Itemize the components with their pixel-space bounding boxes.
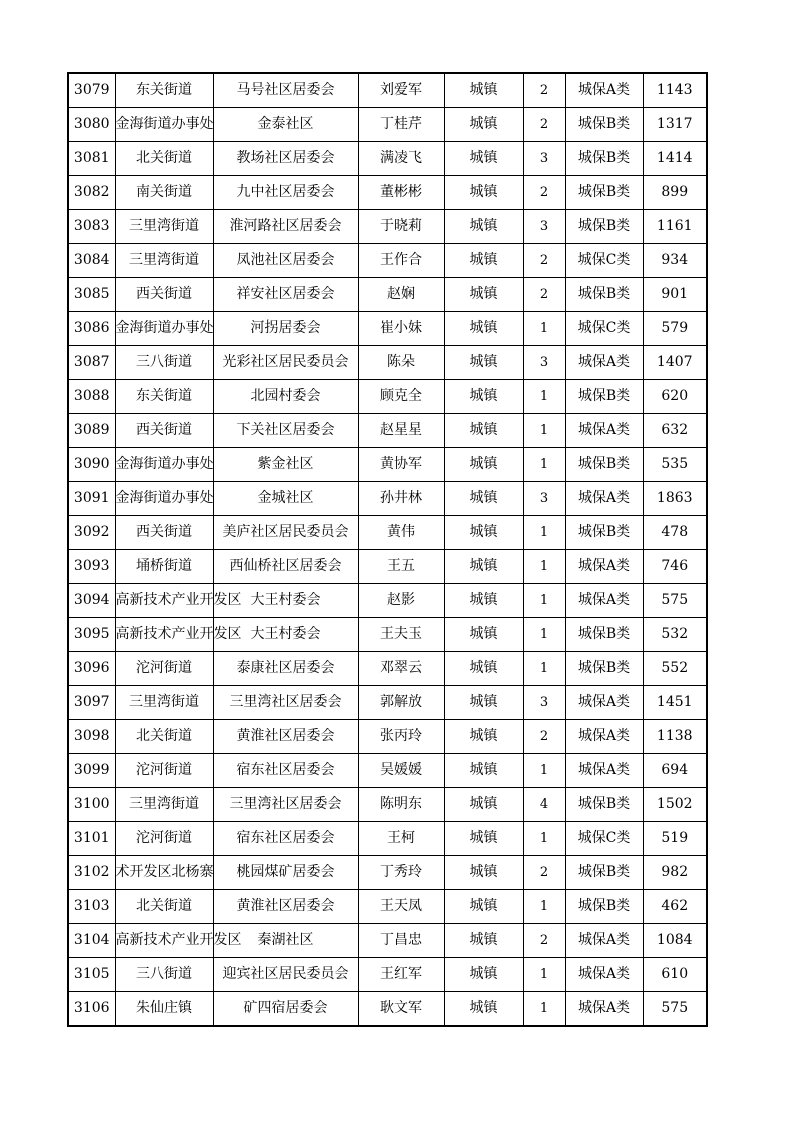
community-cell: 九中社区居委会 (213, 176, 358, 210)
household-type-cell: 城镇 (444, 754, 523, 788)
table-row (68, 856, 707, 890)
amount-cell: 1451 (643, 686, 707, 720)
street-cell: 西关街道 (115, 516, 213, 550)
community-cell: 西仙桥社区居委会 (213, 550, 358, 584)
household-type-cell: 城镇 (444, 414, 523, 448)
person-name-cell: 王五 (358, 550, 444, 584)
community-cell: 秦湖社区 (213, 924, 358, 958)
member-count-cell: 2 (523, 856, 565, 890)
community-cell: 光彩社区居民委员会 (213, 346, 358, 380)
street-cell: 术开发区北杨寨 (115, 856, 213, 890)
table-row (68, 482, 707, 516)
category-cell: 城保A类 (565, 550, 643, 584)
household-type-cell: 城镇 (444, 890, 523, 924)
record-number-cell: 3097 (68, 686, 115, 720)
category-cell: 城保A类 (565, 414, 643, 448)
record-number-cell: 3098 (68, 720, 115, 754)
record-number-cell: 3094 (68, 584, 115, 618)
table-row (68, 788, 707, 822)
amount-cell: 462 (643, 890, 707, 924)
street-cell: 西关街道 (115, 414, 213, 448)
person-name-cell: 邓翠云 (358, 652, 444, 686)
record-number-cell: 3102 (68, 856, 115, 890)
amount-cell: 694 (643, 754, 707, 788)
member-count-cell: 1 (523, 890, 565, 924)
member-count-cell: 1 (523, 822, 565, 856)
member-count-cell: 3 (523, 686, 565, 720)
record-number-cell: 3085 (68, 278, 115, 312)
table-row (68, 584, 707, 618)
record-number-cell: 3104 (68, 924, 115, 958)
table-row (68, 108, 707, 142)
table-row (68, 244, 707, 278)
household-type-cell: 城镇 (444, 244, 523, 278)
amount-cell: 1317 (643, 108, 707, 142)
member-count-cell: 1 (523, 312, 565, 346)
category-cell: 城保A类 (565, 720, 643, 754)
amount-cell: 901 (643, 278, 707, 312)
category-cell: 城保B类 (565, 618, 643, 652)
amount-cell: 1161 (643, 210, 707, 244)
amount-cell: 519 (643, 822, 707, 856)
category-cell: 城保B类 (565, 516, 643, 550)
category-cell: 城保B类 (565, 176, 643, 210)
amount-cell: 575 (643, 992, 707, 1027)
community-cell: 淮河路社区居委会 (213, 210, 358, 244)
person-name-cell: 于晓莉 (358, 210, 444, 244)
community-cell: 黄淮社区居委会 (213, 890, 358, 924)
category-cell: 城保B类 (565, 890, 643, 924)
amount-cell: 1502 (643, 788, 707, 822)
table-row (68, 822, 707, 856)
member-count-cell: 2 (523, 278, 565, 312)
roster-table (67, 72, 708, 1027)
table-row (68, 312, 707, 346)
person-name-cell: 丁桂芹 (358, 108, 444, 142)
person-name-cell: 王夫玉 (358, 618, 444, 652)
person-name-cell: 赵影 (358, 584, 444, 618)
member-count-cell: 1 (523, 516, 565, 550)
street-cell: 三里湾街道 (115, 210, 213, 244)
household-type-cell: 城镇 (444, 448, 523, 482)
member-count-cell: 1 (523, 550, 565, 584)
member-count-cell: 3 (523, 482, 565, 516)
community-cell: 黄淮社区居委会 (213, 720, 358, 754)
category-cell: 城保B类 (565, 142, 643, 176)
street-cell: 三里湾街道 (115, 686, 213, 720)
member-count-cell: 1 (523, 380, 565, 414)
table-row (68, 686, 707, 720)
household-type-cell: 城镇 (444, 482, 523, 516)
record-number-cell: 3089 (68, 414, 115, 448)
amount-cell: 934 (643, 244, 707, 278)
table-row (68, 550, 707, 584)
category-cell: 城保A类 (565, 924, 643, 958)
person-name-cell: 满凌飞 (358, 142, 444, 176)
member-count-cell: 3 (523, 142, 565, 176)
household-type-cell: 城镇 (444, 720, 523, 754)
person-name-cell: 陈明东 (358, 788, 444, 822)
street-cell: 埇桥街道 (115, 550, 213, 584)
member-count-cell: 2 (523, 720, 565, 754)
member-count-cell: 2 (523, 244, 565, 278)
household-type-cell: 城镇 (444, 958, 523, 992)
person-name-cell: 王作合 (358, 244, 444, 278)
street-cell: 北关街道 (115, 142, 213, 176)
community-cell: 三里湾社区居委会 (213, 788, 358, 822)
member-count-cell: 1 (523, 992, 565, 1027)
amount-cell: 478 (643, 516, 707, 550)
table-row (68, 448, 707, 482)
table-row (68, 720, 707, 754)
community-cell: 金城社区 (213, 482, 358, 516)
amount-cell: 632 (643, 414, 707, 448)
person-name-cell: 张丙玲 (358, 720, 444, 754)
household-type-cell: 城镇 (444, 278, 523, 312)
amount-cell: 1084 (643, 924, 707, 958)
household-type-cell: 城镇 (444, 73, 523, 108)
community-cell: 下关社区居委会 (213, 414, 358, 448)
household-type-cell: 城镇 (444, 788, 523, 822)
community-cell: 宿东社区居委会 (213, 754, 358, 788)
member-count-cell: 2 (523, 924, 565, 958)
amount-cell: 579 (643, 312, 707, 346)
community-cell: 矿四宿居委会 (213, 992, 358, 1027)
record-number-cell: 3087 (68, 346, 115, 380)
table-row (68, 73, 707, 108)
category-cell: 城保B类 (565, 448, 643, 482)
record-number-cell: 3096 (68, 652, 115, 686)
category-cell: 城保A类 (565, 346, 643, 380)
table-row (68, 924, 707, 958)
amount-cell: 1863 (643, 482, 707, 516)
person-name-cell: 黄伟 (358, 516, 444, 550)
member-count-cell: 1 (523, 584, 565, 618)
community-cell: 大王村委会 (213, 618, 358, 652)
member-count-cell: 1 (523, 448, 565, 482)
person-name-cell: 丁昌忠 (358, 924, 444, 958)
category-cell: 城保C类 (565, 312, 643, 346)
household-type-cell: 城镇 (444, 584, 523, 618)
street-cell: 金海街道办事处 (115, 312, 213, 346)
community-cell: 祥安社区居委会 (213, 278, 358, 312)
household-type-cell: 城镇 (444, 618, 523, 652)
category-cell: 城保A类 (565, 686, 643, 720)
household-type-cell: 城镇 (444, 822, 523, 856)
record-number-cell: 3101 (68, 822, 115, 856)
record-number-cell: 3092 (68, 516, 115, 550)
table-row (68, 618, 707, 652)
table-row (68, 754, 707, 788)
community-cell: 迎宾社区居民委员会 (213, 958, 358, 992)
category-cell: 城保A类 (565, 992, 643, 1027)
household-type-cell: 城镇 (444, 856, 523, 890)
person-name-cell: 刘爱军 (358, 73, 444, 108)
street-cell: 沱河街道 (115, 822, 213, 856)
street-cell: 沱河街道 (115, 652, 213, 686)
category-cell: 城保A类 (565, 958, 643, 992)
person-name-cell: 耿文军 (358, 992, 444, 1027)
amount-cell: 620 (643, 380, 707, 414)
street-cell: 高新技术产业开发区 (115, 618, 213, 652)
category-cell: 城保A类 (565, 482, 643, 516)
category-cell: 城保A类 (565, 584, 643, 618)
record-number-cell: 3100 (68, 788, 115, 822)
record-number-cell: 3090 (68, 448, 115, 482)
table-row (68, 992, 707, 1027)
record-number-cell: 3088 (68, 380, 115, 414)
amount-cell: 899 (643, 176, 707, 210)
record-number-cell: 3082 (68, 176, 115, 210)
street-cell: 西关街道 (115, 278, 213, 312)
street-cell: 东关街道 (115, 380, 213, 414)
community-cell: 河拐居委会 (213, 312, 358, 346)
community-cell: 泰康社区居委会 (213, 652, 358, 686)
community-cell: 凤池社区居委会 (213, 244, 358, 278)
amount-cell: 575 (643, 584, 707, 618)
category-cell: 城保B类 (565, 788, 643, 822)
street-cell: 高新技术产业开发区 (115, 924, 213, 958)
household-type-cell: 城镇 (444, 176, 523, 210)
community-cell: 马号社区居委会 (213, 73, 358, 108)
street-cell: 三八街道 (115, 346, 213, 380)
table-row (68, 958, 707, 992)
street-cell: 沱河街道 (115, 754, 213, 788)
record-number-cell: 3079 (68, 73, 115, 108)
record-number-cell: 3091 (68, 482, 115, 516)
record-number-cell: 3080 (68, 108, 115, 142)
table-row (68, 210, 707, 244)
record-number-cell: 3083 (68, 210, 115, 244)
community-cell: 北园村委会 (213, 380, 358, 414)
category-cell: 城保B类 (565, 210, 643, 244)
amount-cell: 610 (643, 958, 707, 992)
street-cell: 北关街道 (115, 890, 213, 924)
person-name-cell: 王红军 (358, 958, 444, 992)
street-cell: 南关街道 (115, 176, 213, 210)
community-cell: 紫金社区 (213, 448, 358, 482)
amount-cell: 746 (643, 550, 707, 584)
household-type-cell: 城镇 (444, 312, 523, 346)
person-name-cell: 王柯 (358, 822, 444, 856)
community-cell: 三里湾社区居委会 (213, 686, 358, 720)
household-type-cell: 城镇 (444, 210, 523, 244)
street-cell: 高新技术产业开发区 (115, 584, 213, 618)
record-number-cell: 3086 (68, 312, 115, 346)
category-cell: 城保B类 (565, 278, 643, 312)
amount-cell: 1414 (643, 142, 707, 176)
member-count-cell: 3 (523, 210, 565, 244)
member-count-cell: 1 (523, 414, 565, 448)
category-cell: 城保B类 (565, 856, 643, 890)
record-number-cell: 3084 (68, 244, 115, 278)
record-number-cell: 3106 (68, 992, 115, 1027)
member-count-cell: 2 (523, 176, 565, 210)
member-count-cell: 2 (523, 108, 565, 142)
member-count-cell: 1 (523, 958, 565, 992)
street-cell: 金海街道办事处 (115, 448, 213, 482)
person-name-cell: 董彬彬 (358, 176, 444, 210)
person-name-cell: 赵娴 (358, 278, 444, 312)
table-row (68, 516, 707, 550)
person-name-cell: 郭解放 (358, 686, 444, 720)
category-cell: 城保B类 (565, 108, 643, 142)
table-row (68, 380, 707, 414)
member-count-cell: 1 (523, 754, 565, 788)
table-row (68, 890, 707, 924)
community-cell: 桃园煤矿居委会 (213, 856, 358, 890)
amount-cell: 552 (643, 652, 707, 686)
person-name-cell: 崔小妹 (358, 312, 444, 346)
community-cell: 美庐社区居民委员会 (213, 516, 358, 550)
amount-cell: 1143 (643, 73, 707, 108)
street-cell: 三里湾街道 (115, 244, 213, 278)
record-number-cell: 3081 (68, 142, 115, 176)
household-type-cell: 城镇 (444, 992, 523, 1027)
person-name-cell: 陈朵 (358, 346, 444, 380)
household-type-cell: 城镇 (444, 346, 523, 380)
community-cell: 宿东社区居委会 (213, 822, 358, 856)
person-name-cell: 王天凤 (358, 890, 444, 924)
street-cell: 三八街道 (115, 958, 213, 992)
member-count-cell: 1 (523, 618, 565, 652)
community-cell: 大王村委会 (213, 584, 358, 618)
record-number-cell: 3095 (68, 618, 115, 652)
table-row (68, 278, 707, 312)
category-cell: 城保B类 (565, 380, 643, 414)
record-number-cell: 3105 (68, 958, 115, 992)
street-cell: 三里湾街道 (115, 788, 213, 822)
amount-cell: 535 (643, 448, 707, 482)
category-cell: 城保C类 (565, 244, 643, 278)
person-name-cell: 顾克全 (358, 380, 444, 414)
street-cell: 东关街道 (115, 73, 213, 108)
household-type-cell: 城镇 (444, 108, 523, 142)
street-cell: 北关街道 (115, 720, 213, 754)
table-row (68, 652, 707, 686)
table-row (68, 176, 707, 210)
street-cell: 金海街道办事处 (115, 482, 213, 516)
member-count-cell: 3 (523, 346, 565, 380)
person-name-cell: 丁秀玲 (358, 856, 444, 890)
person-name-cell: 孙井林 (358, 482, 444, 516)
household-type-cell: 城镇 (444, 142, 523, 176)
household-type-cell: 城镇 (444, 550, 523, 584)
record-number-cell: 3093 (68, 550, 115, 584)
record-number-cell: 3099 (68, 754, 115, 788)
category-cell: 城保B类 (565, 652, 643, 686)
amount-cell: 532 (643, 618, 707, 652)
amount-cell: 1407 (643, 346, 707, 380)
amount-cell: 982 (643, 856, 707, 890)
category-cell: 城保A类 (565, 73, 643, 108)
street-cell: 朱仙庄镇 (115, 992, 213, 1027)
household-type-cell: 城镇 (444, 652, 523, 686)
amount-cell: 1138 (643, 720, 707, 754)
member-count-cell: 4 (523, 788, 565, 822)
household-type-cell: 城镇 (444, 924, 523, 958)
community-cell: 金泰社区 (213, 108, 358, 142)
household-type-cell: 城镇 (444, 516, 523, 550)
community-cell: 教场社区居委会 (213, 142, 358, 176)
member-count-cell: 2 (523, 73, 565, 108)
table-row (68, 142, 707, 176)
street-cell: 金海街道办事处 (115, 108, 213, 142)
person-name-cell: 吴媛媛 (358, 754, 444, 788)
household-type-cell: 城镇 (444, 686, 523, 720)
roster-body (68, 73, 707, 1026)
member-count-cell: 1 (523, 652, 565, 686)
category-cell: 城保A类 (565, 754, 643, 788)
table-row (68, 414, 707, 448)
category-cell: 城保C类 (565, 822, 643, 856)
table-row (68, 346, 707, 380)
household-type-cell: 城镇 (444, 380, 523, 414)
record-number-cell: 3103 (68, 890, 115, 924)
person-name-cell: 赵星星 (358, 414, 444, 448)
person-name-cell: 黄协军 (358, 448, 444, 482)
